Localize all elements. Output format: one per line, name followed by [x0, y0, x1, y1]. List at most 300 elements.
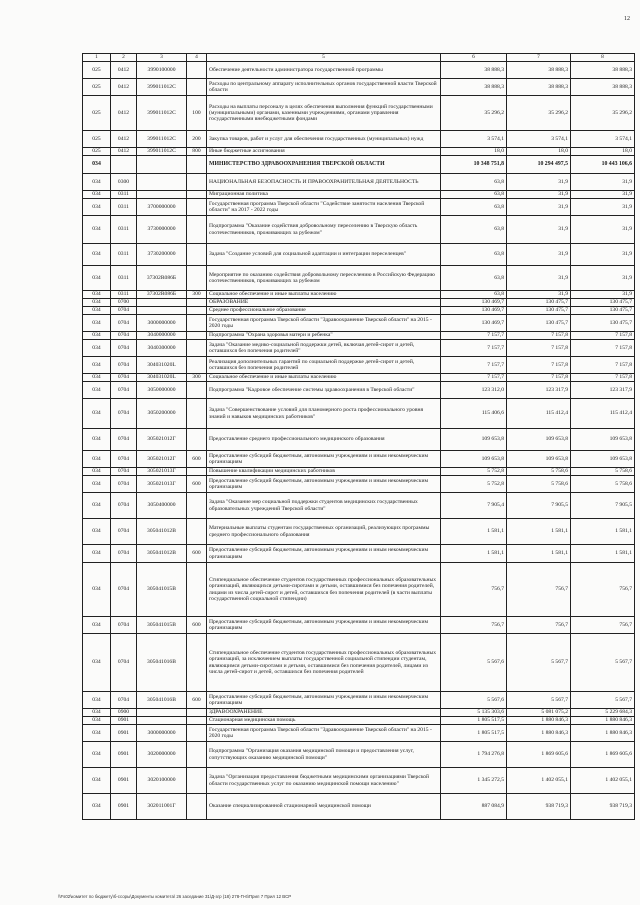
amount-2019-cell: 756,7 [507, 617, 571, 634]
item-name-cell: Стационарная медицинская помощь [207, 717, 441, 725]
target-article-cell: 305041016В [137, 692, 187, 709]
item-name-cell: Государственная программа Тверской области "Здравоохранение Тверской области" на 2015 - 2020 годы [207, 315, 441, 332]
ministry-code-cell: 034 [83, 357, 111, 374]
ministry-code-cell: 034 [83, 545, 111, 563]
ministry-code-cell: 034 [83, 717, 111, 725]
expense-type-cell [187, 563, 207, 617]
amount-2018-cell: 130 469,7 [441, 315, 507, 332]
item-name-cell: Социальное обеспечение и иные выплаты населению [207, 374, 441, 382]
page-number: 12 [624, 16, 630, 22]
amount-2018-cell: 63,8 [441, 216, 507, 244]
amount-2019-cell: 5 567,7 [507, 634, 571, 692]
expense-type-cell: 300 [187, 374, 207, 382]
table-row [83, 307, 635, 315]
ministry-code-cell: 034 [83, 468, 111, 476]
item-name-cell: Оказание специализированной стационарной медицинской помощи [207, 794, 441, 820]
table-row [83, 717, 635, 725]
amount-2019-cell: 1 581,1 [507, 545, 571, 563]
amount-2019-cell: 130 475,7 [507, 299, 571, 307]
ministry-code-cell: 034 [83, 291, 111, 299]
table-row [83, 299, 635, 307]
amount-2020-cell: 18,0 [571, 148, 635, 156]
amount-2019-cell: 123 317,9 [507, 382, 571, 399]
expense-type-cell: 600 [187, 692, 207, 709]
ministry-code-cell: 025 [83, 131, 111, 148]
item-name-cell: МИНИСТЕРСТВО ЗДРАВООХРАНЕНИЯ ТВЕРСКОЙ ОБЛАСТИ [207, 156, 441, 174]
table-row [83, 199, 635, 216]
ministry-code-cell: 034 [83, 768, 111, 794]
target-article-cell: 3050000000 [137, 382, 187, 399]
amount-2018-cell: 1 805 517,5 [441, 725, 507, 742]
amount-2020-cell: 938 719,3 [571, 794, 635, 820]
table-row [83, 519, 635, 545]
ministry-code-cell: 034 [83, 199, 111, 216]
amount-2020-cell: 7 157,8 [571, 374, 635, 382]
item-name-cell: Предоставление субсидий бюджетным, автономным учреждениям и иным некоммерческим организациям [207, 617, 441, 634]
amount-2020-cell: 130 475,7 [571, 299, 635, 307]
amount-2018-cell: 18,0 [441, 148, 507, 156]
table-row [83, 768, 635, 794]
amount-2020-cell: 38 888,3 [571, 62, 635, 79]
expense-type-cell: 100 [187, 96, 207, 131]
amount-2018-cell: 38 888,3 [441, 62, 507, 79]
column-index: 1 [83, 54, 111, 62]
target-article-cell: 3040300000 [137, 340, 187, 357]
amount-2019-cell: 5 567,7 [507, 692, 571, 709]
item-name-cell: Социальное обеспечение и иные выплаты населению [207, 291, 441, 299]
item-name-cell: Обеспечение деятельности администратора государственной программы [207, 62, 441, 79]
expense-type-cell: 200 [187, 131, 207, 148]
table-row [83, 545, 635, 563]
amount-2020-cell: 38 888,3 [571, 79, 635, 96]
ministry-code-cell: 034 [83, 374, 111, 382]
amount-2019-cell: 1 581,1 [507, 519, 571, 545]
item-name-cell: Мероприятие по оказанию содействия добровольному переселению в Российскую Федерацию соотечественников, проживающих за рубежом [207, 266, 441, 291]
amount-2020-cell: 1 581,1 [571, 545, 635, 563]
expense-type-cell [187, 216, 207, 244]
amount-2020-cell: 115 412,4 [571, 399, 635, 429]
ministry-code-cell: 034 [83, 476, 111, 493]
column-index-row [83, 54, 635, 62]
amount-2020-cell: 7 157,8 [571, 340, 635, 357]
section-code-cell: 0311 [111, 244, 137, 266]
target-article-cell: 305021012Г [137, 429, 187, 451]
target-article-cell: 399011012С [137, 79, 187, 96]
target-article-cell: 305041012В [137, 519, 187, 545]
section-code-cell: 0412 [111, 62, 137, 79]
amount-2020-cell: 35 296,2 [571, 96, 635, 131]
ministry-code-cell: 034 [83, 725, 111, 742]
amount-2018-cell: 10 348 751,8 [441, 156, 507, 174]
section-code-cell: 0704 [111, 451, 137, 468]
amount-2020-cell: 3 574,1 [571, 131, 635, 148]
target-article-cell: 305041015В [137, 563, 187, 617]
target-article-cell: 3730000000 [137, 216, 187, 244]
table-row [83, 291, 635, 299]
target-article-cell: 3050200000 [137, 399, 187, 429]
amount-2020-cell: 31,9 [571, 266, 635, 291]
amount-2018-cell: 63,8 [441, 266, 507, 291]
amount-2020-cell: 31,9 [571, 191, 635, 199]
table-row [83, 96, 635, 131]
amount-2018-cell: 115 406,6 [441, 399, 507, 429]
amount-2018-cell: 7 157,7 [441, 374, 507, 382]
amount-2019-cell: 31,9 [507, 199, 571, 216]
ministry-code-cell: 034 [83, 340, 111, 357]
ministry-code-cell: 034 [83, 429, 111, 451]
column-index: 7 [507, 54, 571, 62]
amount-2018-cell: 1 345 272,5 [441, 768, 507, 794]
item-name-cell: Подпрограмма "Организация оказания медицинской помощи и предоставления услуг, сопутствующих оказанию медицинской помощи" [207, 742, 441, 768]
table-row [83, 451, 635, 468]
item-name-cell: ЗДРАВООХРАНЕНИЕ [207, 709, 441, 717]
item-name-cell: Подпрограмма "Охрана здоровья матери и ребенка" [207, 332, 441, 340]
ministry-code-cell: 034 [83, 156, 111, 174]
amount-2018-cell: 7 157,7 [441, 357, 507, 374]
table-row [83, 216, 635, 244]
amount-2020-cell: 130 475,7 [571, 307, 635, 315]
section-code-cell: 0412 [111, 148, 137, 156]
expense-type-cell [187, 62, 207, 79]
expense-type-cell [187, 399, 207, 429]
target-article-cell: 399011012С [137, 148, 187, 156]
table-row [83, 244, 635, 266]
item-name-cell: Материальные выплаты студентам государственных организаций, реализующих программы среднего профессионального образования [207, 519, 441, 545]
amount-2019-cell: 31,9 [507, 191, 571, 199]
item-name-cell: Предоставление субсидий бюджетным, автономным учреждениям и иным некоммерческим организациям [207, 692, 441, 709]
section-code-cell: 0704 [111, 307, 137, 315]
ministry-code-cell: 034 [83, 382, 111, 399]
expense-type-cell [187, 768, 207, 794]
item-name-cell: Задача "Оказание мер социальной поддержки студентов медицинских государственных образовательных учреждений Тверской области" [207, 493, 441, 519]
expense-type-cell [187, 742, 207, 768]
table-row [83, 399, 635, 429]
ministry-code-cell: 025 [83, 62, 111, 79]
amount-2020-cell: 123 317,9 [571, 382, 635, 399]
amount-2019-cell: 130 475,7 [507, 307, 571, 315]
amount-2020-cell: 10 443 106,6 [571, 156, 635, 174]
section-code-cell: 0704 [111, 476, 137, 493]
target-article-cell: 3020000000 [137, 742, 187, 768]
expense-type-cell: 600 [187, 476, 207, 493]
amount-2019-cell: 7 157,8 [507, 340, 571, 357]
amount-2018-cell: 109 653,8 [441, 451, 507, 468]
expense-type-cell [187, 191, 207, 199]
table-row [83, 468, 635, 476]
expense-type-cell [187, 468, 207, 476]
expense-type-cell [187, 199, 207, 216]
amount-2020-cell: 1 869 605,6 [571, 742, 635, 768]
expense-type-cell [187, 717, 207, 725]
amount-2019-cell: 109 653,8 [507, 429, 571, 451]
table-row [83, 174, 635, 191]
expense-type-cell: 800 [187, 148, 207, 156]
item-name-cell: Расходы на выплаты персоналу в целях обеспечения выполнения функций государственными (муниципальными) органами, казенными учреждениями, органами управления государственными внебюджетными фондами [207, 96, 441, 131]
section-code-cell: 0704 [111, 374, 137, 382]
section-code-cell: 0704 [111, 493, 137, 519]
amount-2018-cell: 1 581,1 [441, 519, 507, 545]
table-row [83, 563, 635, 617]
expense-type-cell [187, 382, 207, 399]
expense-type-cell [187, 332, 207, 340]
section-code-cell: 0704 [111, 332, 137, 340]
amount-2019-cell: 1 880 846,3 [507, 717, 571, 725]
amount-2018-cell: 35 296,2 [441, 96, 507, 131]
target-article-cell: 305041015В [137, 617, 187, 634]
amount-2020-cell: 109 653,8 [571, 451, 635, 468]
amount-2020-cell: 5 758,6 [571, 476, 635, 493]
section-code-cell: 0311 [111, 216, 137, 244]
ministry-code-cell: 025 [83, 96, 111, 131]
amount-2018-cell: 7 157,7 [441, 340, 507, 357]
target-article-cell: 3020100000 [137, 768, 187, 794]
amount-2018-cell: 63,8 [441, 291, 507, 299]
amount-2020-cell: 31,9 [571, 199, 635, 216]
item-name-cell: Закупка товаров, работ и услуг для обеспечения государственных (муниципальных) нужд [207, 131, 441, 148]
amount-2018-cell: 1 805 517,5 [441, 717, 507, 725]
section-code-cell: 0704 [111, 519, 137, 545]
amount-2018-cell: 5 752,8 [441, 468, 507, 476]
target-article-cell [137, 174, 187, 191]
amount-2019-cell: 31,9 [507, 216, 571, 244]
amount-2018-cell: 63,8 [441, 191, 507, 199]
section-code-cell: 0704 [111, 563, 137, 617]
amount-2018-cell: 3 574,1 [441, 131, 507, 148]
amount-2018-cell: 7 157,7 [441, 332, 507, 340]
table-row [83, 266, 635, 291]
amount-2020-cell: 7 157,8 [571, 332, 635, 340]
item-name-cell: ОБРАЗОВАНИЕ [207, 299, 441, 307]
budget-table [82, 53, 635, 820]
item-name-cell: Государственная программа Тверской области "Здравоохранение Тверской области" на 2015 - 2020 годы [207, 725, 441, 742]
target-article-cell: 3040000000 [137, 332, 187, 340]
amount-2020-cell: 1 402 055,1 [571, 768, 635, 794]
expense-type-cell [187, 493, 207, 519]
target-article-cell: 302011001Г [137, 794, 187, 820]
amount-2020-cell: 5 567,7 [571, 692, 635, 709]
ministry-code-cell: 034 [83, 315, 111, 332]
target-article-cell: 399011012С [137, 131, 187, 148]
amount-2020-cell: 1 880 846,3 [571, 717, 635, 725]
table-row [83, 692, 635, 709]
amount-2018-cell: 5 567,6 [441, 692, 507, 709]
target-article-cell [137, 191, 187, 199]
amount-2020-cell: 756,7 [571, 563, 635, 617]
item-name-cell: Реализация дополнительных гарантий по социальной поддержке детей-сирот и детей, оставшихся без попечения родителей [207, 357, 441, 374]
section-code-cell: 0704 [111, 399, 137, 429]
item-name-cell: Повышение квалификации медицинских работников [207, 468, 441, 476]
section-code-cell: 0311 [111, 199, 137, 216]
target-article-cell [137, 709, 187, 717]
ministry-code-cell: 034 [83, 399, 111, 429]
expense-type-cell [187, 79, 207, 96]
section-code-cell: 0901 [111, 742, 137, 768]
table-row [83, 374, 635, 382]
target-article-cell: 305021013Г [137, 468, 187, 476]
amount-2019-cell: 31,9 [507, 291, 571, 299]
section-code-cell: 0412 [111, 79, 137, 96]
target-article-cell: 305021012Г [137, 451, 187, 468]
table-row [83, 742, 635, 768]
item-name-cell: Среднее профессиональное образование [207, 307, 441, 315]
expense-type-cell [187, 357, 207, 374]
expense-type-cell [187, 307, 207, 315]
target-article-cell: 304031020L [137, 374, 187, 382]
ministry-code-cell: 034 [83, 332, 111, 340]
expense-type-cell [187, 709, 207, 717]
column-index: 6 [441, 54, 507, 62]
item-name-cell: Предоставление субсидий бюджетным, автономным учреждениям и иным некоммерческим организациям [207, 545, 441, 563]
ministry-code-cell: 034 [83, 451, 111, 468]
expense-type-cell [187, 244, 207, 266]
target-article-cell: 3700000000 [137, 199, 187, 216]
section-code-cell: 0311 [111, 266, 137, 291]
section-code-cell: 0311 [111, 291, 137, 299]
table-row [83, 794, 635, 820]
target-article-cell: 3050400000 [137, 493, 187, 519]
amount-2018-cell: 63,8 [441, 199, 507, 216]
ministry-code-cell: 034 [83, 307, 111, 315]
amount-2018-cell: 1 581,1 [441, 545, 507, 563]
section-code-cell: 0311 [111, 191, 137, 199]
item-name-cell: Предоставление субсидий бюджетным, автономным учреждениям и иным некоммерческим организациям [207, 476, 441, 493]
ministry-code-cell: 034 [83, 493, 111, 519]
item-name-cell: Расходы по центральному аппарату исполнительных органов государственной власти Тверской области [207, 79, 441, 96]
item-name-cell: Задача "Организация предоставления бюджетными медицинскими организациями Тверской области государственных услуг по оказанию медицинской помощи населению" [207, 768, 441, 794]
table-row [83, 315, 635, 332]
amount-2019-cell: 109 653,8 [507, 451, 571, 468]
amount-2018-cell: 38 888,3 [441, 79, 507, 96]
expense-type-cell [187, 725, 207, 742]
target-article-cell: 304031020L [137, 357, 187, 374]
amount-2020-cell: 31,9 [571, 244, 635, 266]
amount-2019-cell: 18,0 [507, 148, 571, 156]
amount-2019-cell: 756,7 [507, 563, 571, 617]
expense-type-cell [187, 299, 207, 307]
amount-2019-cell: 38 888,3 [507, 79, 571, 96]
target-article-cell: 37302R086Б [137, 266, 187, 291]
section-code-cell: 0700 [111, 299, 137, 307]
column-index: 2 [111, 54, 137, 62]
amount-2019-cell: 5 081 075,2 [507, 709, 571, 717]
table-row [83, 340, 635, 357]
item-name-cell: Стипендиальное обеспечение студентов государственных профессиональных образовательных организаций, за исключением выплаты государственной социальной стипендии студентам, являющимся детьми-сиротами и детьми, оставшимися без попечения родителей, лицами из числа детей-сирот и детей, оставшихся без попечения родителей [207, 634, 441, 692]
table-row [83, 709, 635, 717]
amount-2019-cell: 31,9 [507, 266, 571, 291]
amount-2020-cell: 756,7 [571, 617, 635, 634]
amount-2019-cell: 5 758,6 [507, 476, 571, 493]
table-row [83, 725, 635, 742]
amount-2020-cell: 31,9 [571, 291, 635, 299]
amount-2019-cell: 7 905,5 [507, 493, 571, 519]
item-name-cell: Задача "Совершенствование условий для планомерного роста профессионального уровня знаний и навыков медицинских работников" [207, 399, 441, 429]
amount-2020-cell: 5 758,6 [571, 468, 635, 476]
target-article-cell: 399011012С [137, 96, 187, 131]
amount-2019-cell: 5 758,6 [507, 468, 571, 476]
section-code-cell: 0704 [111, 340, 137, 357]
item-name-cell: Государственная программа Тверской области "Содействие занятости населения Тверской области" на 2017 - 2022 годы [207, 199, 441, 216]
expense-type-cell [187, 634, 207, 692]
ministry-code-cell: 025 [83, 148, 111, 156]
section-code-cell: 0704 [111, 357, 137, 374]
table-row [83, 148, 635, 156]
section-code-cell: 0704 [111, 468, 137, 476]
expense-type-cell: 600 [187, 617, 207, 634]
amount-2018-cell: 123 312,0 [441, 382, 507, 399]
amount-2019-cell: 115 412,4 [507, 399, 571, 429]
ministry-code-cell: 034 [83, 742, 111, 768]
ministry-code-cell: 034 [83, 617, 111, 634]
amount-2020-cell: 5 229 684,3 [571, 709, 635, 717]
column-index: 8 [571, 54, 635, 62]
item-name-cell: Задача "Создание условий для социальной адаптации и интеграции переселенцев" [207, 244, 441, 266]
target-article-cell: 305021013Г [137, 476, 187, 493]
amount-2019-cell: 7 157,8 [507, 374, 571, 382]
amount-2018-cell: 887 084,9 [441, 794, 507, 820]
section-code-cell: 0300 [111, 174, 137, 191]
ministry-code-cell: 034 [83, 709, 111, 717]
amount-2020-cell: 109 653,8 [571, 429, 635, 451]
section-code-cell: 0704 [111, 545, 137, 563]
amount-2020-cell: 5 567,7 [571, 634, 635, 692]
ministry-code-cell: 034 [83, 519, 111, 545]
section-code-cell: 0704 [111, 634, 137, 692]
section-code-cell: 0412 [111, 96, 137, 131]
expense-type-cell: 300 [187, 291, 207, 299]
amount-2019-cell: 10 294 497,5 [507, 156, 571, 174]
column-index: 3 [137, 54, 187, 62]
ministry-code-cell: 034 [83, 563, 111, 617]
section-code-cell: 0901 [111, 794, 137, 820]
table-row [83, 156, 635, 174]
amount-2018-cell: 1 794 276,8 [441, 742, 507, 768]
table-row [83, 357, 635, 374]
amount-2018-cell: 5 567,6 [441, 634, 507, 692]
expense-type-cell [187, 519, 207, 545]
amount-2018-cell: 756,7 [441, 563, 507, 617]
ministry-code-cell: 034 [83, 174, 111, 191]
section-code-cell: 0412 [111, 131, 137, 148]
amount-2018-cell: 63,8 [441, 244, 507, 266]
amount-2020-cell: 31,9 [571, 174, 635, 191]
ministry-code-cell: 034 [83, 244, 111, 266]
section-code-cell: 0901 [111, 717, 137, 725]
ministry-code-cell: 034 [83, 299, 111, 307]
item-name-cell: Иные бюджетные ассигнования [207, 148, 441, 156]
table-row [83, 62, 635, 79]
table-row [83, 429, 635, 451]
ministry-code-cell: 034 [83, 692, 111, 709]
target-article-cell: 3730200000 [137, 244, 187, 266]
amount-2018-cell: 7 905,4 [441, 493, 507, 519]
table-row [83, 191, 635, 199]
amount-2019-cell: 1 880 846,3 [507, 725, 571, 742]
expense-type-cell [187, 429, 207, 451]
target-article-cell: 3000000000 [137, 315, 187, 332]
item-name-cell: Предоставление субсидий бюджетным, автономным учреждениям и иным некоммерческим организациям [207, 451, 441, 468]
table-row [83, 332, 635, 340]
expense-type-cell [187, 156, 207, 174]
target-article-cell [137, 307, 187, 315]
amount-2019-cell: 938 719,3 [507, 794, 571, 820]
item-name-cell: НАЦИОНАЛЬНАЯ БЕЗОПАСНОСТЬ И ПРАВООХРАНИТЕЛЬНАЯ ДЕЯТЕЛЬНОСТЬ [207, 174, 441, 191]
section-code-cell: 0704 [111, 692, 137, 709]
target-article-cell: 37302R086Б [137, 291, 187, 299]
section-code-cell: 0704 [111, 382, 137, 399]
target-article-cell [137, 717, 187, 725]
amount-2019-cell: 7 157,8 [507, 332, 571, 340]
column-index: 4 [187, 54, 207, 62]
